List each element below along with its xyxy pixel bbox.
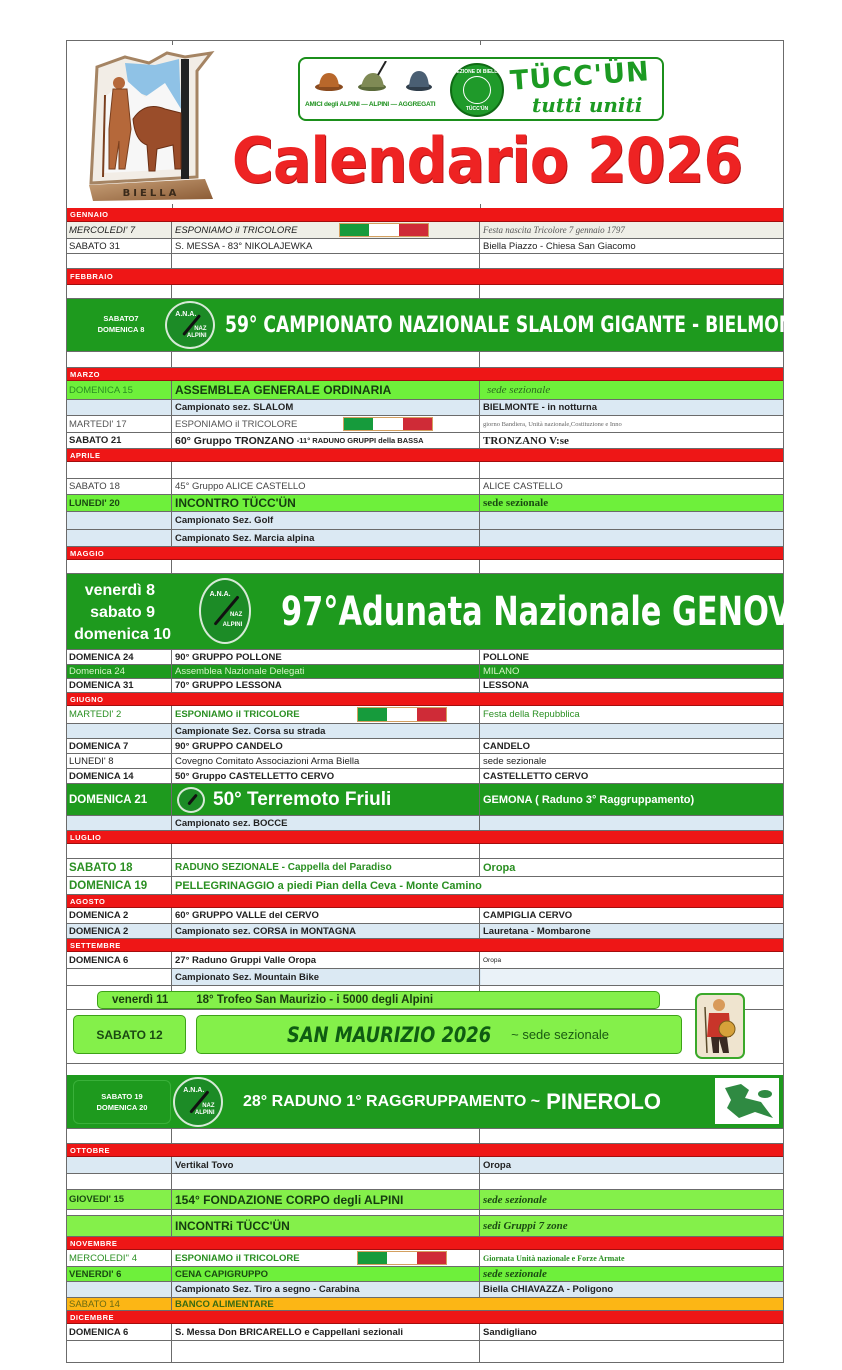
tuccun-title: TÜCC'ÜN — [509, 56, 651, 97]
month-label: DICEMBRE — [70, 1312, 115, 1322]
month-label: NOVEMBRE — [70, 1238, 118, 1248]
table-row — [67, 1282, 783, 1298]
logo-text: NAZ — [202, 1102, 215, 1109]
event-date: MARTEDI' 17 — [67, 416, 172, 432]
event-title: ASSEMBLEA GENERALE ORDINARIA — [173, 381, 480, 399]
table-row — [67, 924, 783, 939]
banner-date: venerdì 11 — [112, 994, 169, 1006]
event-title: 45° Gruppo ALICE CASTELLO — [173, 479, 480, 494]
italian-flag-icon — [357, 1251, 447, 1265]
event-title: ESPONIAMO il TRICOLORE — [173, 222, 480, 238]
table-row — [67, 706, 783, 724]
event-place: Giornata Unità nazionale e Forze Armate — [483, 1253, 625, 1263]
biella-alpine-badge-icon — [85, 49, 217, 203]
event-title: 90° GRUPPO POLLONE — [173, 650, 480, 664]
month-header-marzo — [67, 368, 783, 381]
spacer — [67, 1064, 783, 1072]
event-date: DOMENICA 6 — [67, 952, 172, 968]
month-header-agosto — [67, 895, 783, 908]
month-label: MARZO — [70, 369, 100, 379]
sezione-biella-seal-icon — [450, 63, 504, 117]
month-label: APRILE — [70, 450, 101, 460]
month-label: OTTOBRE — [70, 1145, 111, 1155]
table-row — [67, 381, 783, 400]
event-title: 27° Raduno Gruppi Valle Oropa — [173, 952, 480, 968]
table-row — [67, 1190, 783, 1210]
ana-logo-icon — [165, 301, 215, 349]
event-place: Oropa — [483, 956, 502, 964]
calendar-sheet — [66, 40, 817, 1363]
event-title: Assemblea Nazionale Delegati — [173, 665, 480, 678]
banner-title: 97°Adunata Nazionale GENOVA — [281, 588, 814, 635]
month-header-aprile — [67, 449, 783, 462]
banner-title-group — [243, 1075, 661, 1128]
event-title: 50° Gruppo CASTELLETTO CERVO — [173, 769, 480, 783]
month-label: AGOSTO — [70, 896, 106, 906]
banner-title: 18° Trofeo San Maurizio - i 5000 degli Alpini — [196, 994, 434, 1006]
event-title-main: 60° Gruppo TRONZANO — [175, 434, 295, 447]
tuccun-logo — [298, 57, 664, 121]
table-row-highlight — [67, 784, 783, 816]
event-title: ESPONIAMO il TRICOLORE — [173, 1250, 480, 1266]
event-place: sede sezionale — [483, 755, 547, 767]
event-date: LUNEDI' 8 — [67, 754, 172, 768]
month-header-luglio — [67, 831, 783, 844]
event-place: CASTELLETTO CERVO — [483, 770, 589, 782]
event-place: MILANO — [483, 666, 520, 677]
table-row — [67, 952, 783, 969]
month-label: FEBBRAIO — [70, 272, 114, 281]
event-date: SABATO 18 — [67, 859, 172, 876]
table-row — [67, 433, 783, 449]
event-place: ALICE CASTELLO — [483, 481, 563, 492]
seal-bottom-text: TÜCC'ÜN — [465, 106, 489, 112]
column-divider — [172, 41, 173, 45]
ana-logo-icon — [177, 787, 205, 813]
event-place: TRONZANO V:se — [483, 434, 569, 447]
banner-slalom — [67, 299, 817, 352]
month-label: GIUGNO — [70, 694, 104, 704]
seal-inner-ring — [463, 76, 491, 104]
page-title: Calendario 2026 — [231, 124, 743, 197]
event-place: Sandigliano — [483, 1326, 537, 1338]
badge-label: BIELLA — [122, 188, 180, 199]
event-place: sede sezionale — [483, 1193, 547, 1206]
event-title: 50° Terremoto Friuli — [213, 788, 392, 810]
month-header-gennaio — [67, 208, 783, 222]
event-date: DOMENICA 19 — [67, 877, 172, 894]
event-title: ESPONIAMO il TRICOLORE — [173, 416, 480, 432]
table-row — [67, 724, 783, 739]
event-date: GIOVEDI' 15 — [67, 1190, 172, 1209]
event-date: DOMENICA 14 — [67, 769, 172, 783]
table-row — [67, 495, 783, 512]
table-row — [67, 859, 783, 877]
date-line: sabato 9 — [90, 604, 155, 621]
table-row — [67, 512, 783, 530]
event-title: 154° FONDAZIONE CORPO degli ALPINI — [173, 1190, 480, 1209]
event-date: DOMENICA 31 — [67, 679, 172, 692]
event-title: INCONTRi TÜCC'ÜN — [173, 1216, 480, 1236]
italian-flag-icon — [339, 223, 429, 237]
event-place: Biella CHIAVAZZA - Poligono — [483, 1284, 614, 1295]
event-date: LUNEDI' 20 — [67, 495, 172, 511]
event-place: POLLONE — [483, 651, 529, 663]
event-title: INCONTRO TÜCC'ÜN — [173, 495, 480, 511]
event-title: 60° GRUPPO VALLE del CERVO — [173, 908, 480, 923]
event-title-suffix: -11° RADUNO GRUPPI della BASSA — [296, 436, 424, 445]
banner-date — [73, 1080, 171, 1124]
event-date: DOMENICA 2 — [67, 908, 172, 923]
table-row — [67, 416, 783, 433]
empty-row — [67, 352, 783, 368]
event-place: sedi Gruppi 7 zone — [483, 1220, 568, 1232]
event-place: CANDELO — [483, 740, 530, 752]
empty-row — [67, 462, 783, 479]
tuccun-subtitle: tutti uniti — [532, 93, 643, 117]
banner-title: SAN MAURIZIO 2026 — [286, 1022, 492, 1047]
logo-text: NAZ — [194, 325, 207, 332]
calendar-header — [67, 41, 783, 208]
piemonte-map-icon — [715, 1078, 779, 1124]
event-place: Oropa — [483, 861, 516, 874]
banner-title: 28° RADUNO 1° RAGGRUPPAMENTO ~ — [243, 1092, 541, 1110]
logo-text: A.N.A. — [183, 1087, 205, 1095]
date-line: SABATO7 — [103, 314, 139, 323]
event-title: Campionato Sez. Golf — [173, 512, 480, 529]
event-date: DOMENICA 7 — [67, 739, 172, 753]
month-header-novembre — [67, 1237, 783, 1250]
event-place: GEMONA ( Raduno 3° Raggruppamento) — [483, 793, 695, 806]
table-row — [67, 665, 783, 679]
empty-row — [67, 254, 783, 269]
ana-logo-icon — [173, 1077, 223, 1127]
event-date: DOMENICA 6 — [67, 1324, 172, 1340]
month-label: LUGLIO — [70, 832, 102, 842]
month-label: SETTEMBRE — [70, 940, 121, 950]
event-title: Campionato Sez. Mountain Bike — [173, 969, 480, 985]
empty-row — [67, 844, 783, 859]
event-title: BANCO ALIMENTARE — [175, 1298, 274, 1310]
event-title: CENA CAPIGRUPPO — [173, 1267, 480, 1281]
table-row — [67, 1157, 783, 1174]
event-title: RADUNO SEZIONALE - Cappella del Paradiso — [173, 859, 480, 876]
event-date: Domenica 24 — [67, 665, 172, 678]
empty-row — [67, 285, 783, 299]
logo-text: A.N.A. — [175, 310, 197, 318]
table-row — [67, 239, 783, 254]
event-place: giorno Bandiera, Unità nazionale,Costituzione e Inno — [483, 420, 622, 428]
banner-adunata — [67, 574, 814, 650]
event-place: Lauretana - Mombarone — [483, 925, 591, 937]
table-row — [67, 969, 783, 986]
month-header-maggio — [67, 547, 783, 560]
table-row — [67, 1324, 783, 1341]
event-title: Campionato sez. BOCCE — [173, 816, 480, 830]
event-title: S. MESSA - 83° NIKOLAJEWKA — [173, 239, 480, 253]
event-title: 70° GRUPPO LESSONA — [173, 679, 480, 692]
seal-top-text: SEZIONE DI BIELLA — [453, 69, 501, 75]
san-maurizio-image-icon — [695, 993, 745, 1059]
table-row — [67, 530, 783, 547]
event-title: Vertikal Tovo — [173, 1157, 480, 1173]
italian-flag-icon — [357, 707, 447, 722]
event-date: DOMENICA 2 — [67, 924, 172, 938]
logo-text: ALPINI — [194, 1110, 215, 1117]
event-place: Festa nascita Tricolore 7 gennaio 1797 — [483, 225, 625, 235]
month-header-dicembre — [67, 1311, 783, 1324]
event-date: SABATO 31 — [67, 239, 172, 253]
italian-flag-icon — [343, 417, 433, 431]
event-title: Covegno Comitato Associazioni Arma Biella — [173, 754, 480, 768]
ana-logo-icon — [199, 578, 251, 644]
table-row — [67, 816, 783, 831]
event-date: MERCOLEDI' 7 — [67, 222, 172, 238]
aggregati-hat-icon — [404, 67, 434, 93]
table-row — [67, 754, 783, 769]
hat-labels: AMICI degli ALPINI — ALPINI — AGGREGATI — [305, 101, 436, 108]
event-place: sede sezionale — [483, 1268, 547, 1280]
empty-row — [67, 1129, 783, 1144]
month-header-ottobre — [67, 1144, 783, 1157]
event-place: Oropa — [483, 1159, 511, 1171]
event-date: MARTEDI' 2 — [67, 706, 172, 723]
event-date: VENERDI' 6 — [67, 1267, 172, 1281]
banner-date — [73, 313, 169, 335]
empty-row — [67, 1174, 783, 1190]
event-title: Campionate Sez. Corsa su strada — [173, 724, 480, 738]
logo-text: NAZ — [229, 612, 243, 619]
event-title: 90° GRUPPO CANDELO — [173, 739, 480, 753]
month-header-febbraio — [67, 269, 783, 285]
table-row — [67, 679, 783, 693]
date-line: venerdì 8 — [84, 582, 155, 599]
logo-text: ALPINI — [222, 622, 243, 629]
table-row — [67, 1267, 783, 1282]
event-title: Campionato Sez. Marcia alpina — [173, 530, 480, 546]
month-label: GENNAIO — [70, 210, 109, 219]
month-label: MAGGIO — [70, 548, 105, 558]
table-row — [67, 1216, 783, 1237]
table-row — [67, 739, 783, 754]
table-row — [67, 650, 783, 665]
event-place: Biella Piazzo - Chiesa San Giacomo — [483, 240, 636, 252]
table-row — [67, 222, 783, 239]
san-maurizio-date: SABATO 12 — [73, 1015, 186, 1054]
alpini-hat-icon — [358, 61, 388, 93]
event-place: LESSONA — [483, 680, 529, 691]
event-title: Campionato Sez. Tiro a segno - Carabina — [173, 1282, 480, 1297]
banner-raduno — [67, 1075, 783, 1129]
event-title: Campionato sez. SLALOM — [173, 400, 480, 415]
event-place: sede sezionale — [487, 384, 551, 396]
logo-text: ALPINI — [186, 332, 207, 339]
banner-date — [67, 580, 199, 646]
event-date: SABATO 18 — [67, 479, 172, 494]
event-date: DOMENICA 21 — [67, 784, 172, 815]
event-place: CAMPIGLIA CERVO — [483, 910, 573, 921]
date-line: DOMENICA 8 — [97, 325, 145, 334]
date-line: DOMENICA 20 — [96, 1103, 148, 1112]
event-place: BIELMONTE - in notturna — [483, 402, 597, 413]
date-line: domenica 10 — [74, 626, 171, 643]
event-place: Festa della Repubblica — [483, 709, 580, 720]
table-row — [67, 479, 783, 495]
month-header-giugno — [67, 693, 783, 706]
table-row — [67, 769, 783, 784]
event-date: DOMENICA 24 — [67, 650, 172, 664]
event-date: DOMENICA 15 — [67, 381, 172, 399]
event-title-cell — [173, 784, 480, 815]
date-line: SABATO 19 — [101, 1092, 143, 1101]
empty-row — [67, 560, 783, 574]
banner-place: PINEROLO — [546, 1088, 662, 1114]
table-row — [67, 908, 783, 924]
event-date: MERCOLEDI'' 4 — [67, 1250, 172, 1266]
amici-hat-icon — [314, 67, 344, 93]
event-date: SABATO 21 — [67, 433, 172, 448]
event-title: ESPONIAMO il TRICOLORE — [173, 706, 480, 723]
event-date: SABATO 14 — [67, 1298, 172, 1310]
logo-text: A.N.A. — [209, 591, 231, 599]
event-title — [173, 433, 480, 448]
banner-title: 59° CAMPIONATO NAZIONALE SLALOM GIGANTE - BIELMONTE — [225, 312, 817, 338]
table-row — [67, 877, 783, 895]
event-place: sede sezionale — [483, 497, 549, 509]
event-title: S. Messa Don BRICARELLO e Cappellani sezionali — [173, 1324, 480, 1340]
table-row — [67, 1298, 783, 1311]
banner-suffix: ~ sede sezionale — [511, 1027, 610, 1042]
month-header-settembre — [67, 939, 783, 952]
san-maurizio-banner — [196, 1015, 682, 1054]
table-row — [67, 1250, 783, 1267]
event-title: Campionato sez. CORSA in MONTAGNA — [173, 924, 480, 938]
column-divider — [480, 41, 481, 45]
empty-row — [67, 1341, 783, 1362]
event-title: PELLEGRINAGGIO a piedi Pian della Ceva - Monte Camino — [175, 879, 482, 892]
table-row — [67, 400, 783, 416]
trofeo-banner — [97, 991, 660, 1009]
